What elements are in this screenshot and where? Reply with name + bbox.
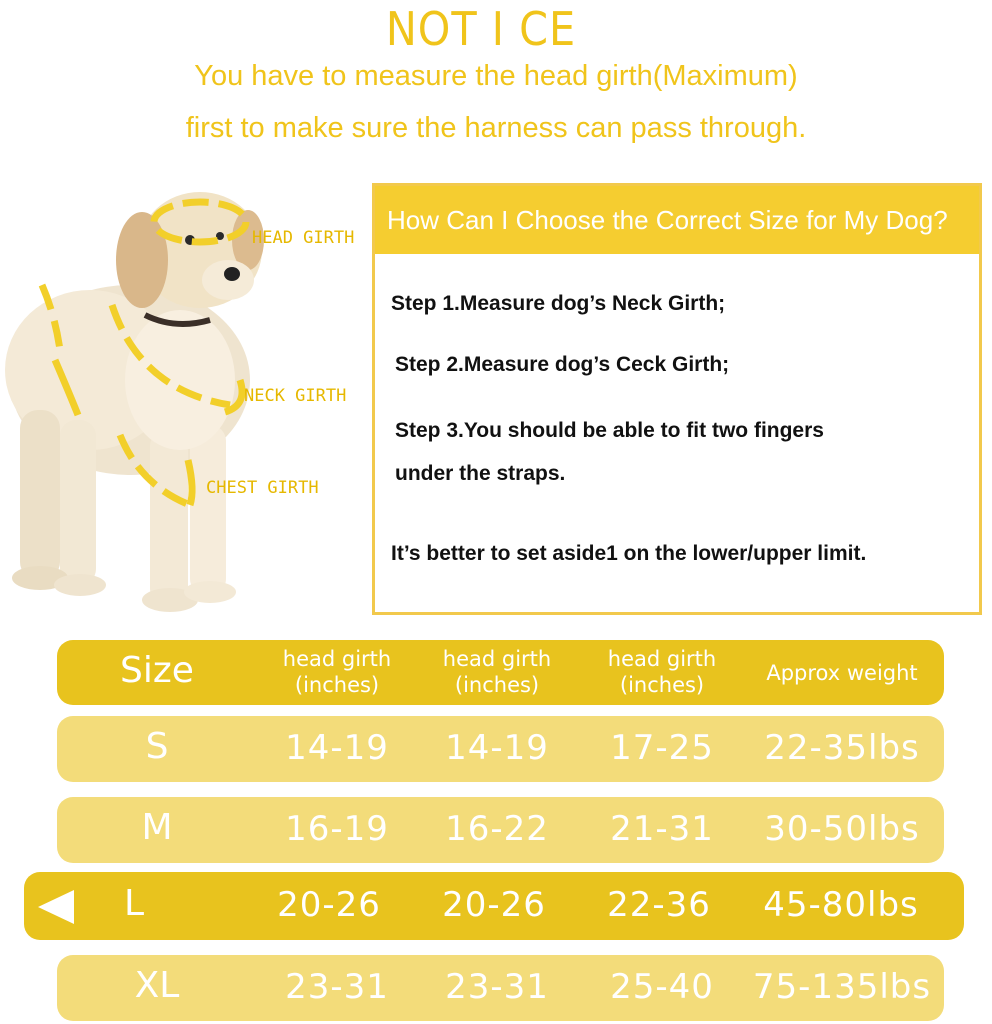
- notice-line-2: first to make sure the harness can pass through.: [185, 112, 807, 144]
- row-s-col-4: 22-35lbs: [764, 728, 920, 768]
- header-col-3-line-2: (inches): [619, 673, 705, 697]
- row-l-col-4: 45-80lbs: [763, 885, 919, 925]
- header-col-1-line-2: (inches): [294, 673, 380, 697]
- header-size: Size: [120, 650, 194, 691]
- chest-girth-label: CHEST GIRTH: [206, 478, 319, 498]
- size-table-header: [57, 640, 944, 705]
- dog-illustration: [0, 180, 370, 620]
- row-m-col-2: 16-22: [445, 809, 549, 849]
- row-xl-col-4: 75-135lbs: [752, 967, 932, 1007]
- step-3-line-1: Step 3.You should be able to fit two fingers: [395, 419, 824, 442]
- size-row-xl: [57, 955, 944, 1021]
- row-m-col-1: 16-19: [285, 809, 389, 849]
- header-col-3: [587, 646, 737, 698]
- notice-title: NOT I CE: [385, 2, 577, 56]
- header-col-3-line-1: head girth: [607, 647, 717, 671]
- size-row-s: [57, 716, 944, 782]
- size-label: XL: [134, 965, 180, 1006]
- row-m-col-3: 21-31: [610, 809, 714, 849]
- row-l-col-2: 20-26: [442, 885, 546, 925]
- size-row-l-selected: [24, 872, 964, 940]
- header-col-2-line-1: head girth: [442, 647, 552, 671]
- neck-girth-label: NECK GIRTH: [244, 386, 347, 406]
- size-label: L: [123, 883, 145, 924]
- row-xl-col-2: 23-31: [445, 967, 549, 1007]
- header-col-4: Approx weight: [766, 661, 918, 685]
- step-1: Step 1.Measure dog’s Neck Girth;: [391, 292, 726, 315]
- row-s-col-3: 17-25: [610, 728, 714, 768]
- row-m-col-4: 30-50lbs: [764, 809, 920, 849]
- sizing-guide-header: How Can I Choose the Correct Size for My Dog?: [375, 186, 979, 254]
- row-s-col-1: 14-19: [285, 728, 389, 768]
- head-girth-label: HEAD GIRTH: [252, 228, 355, 248]
- size-label: S: [145, 726, 169, 767]
- notice-line-1: You have to measure the head girth(Maximum): [194, 60, 798, 92]
- selected-arrow-icon: [38, 890, 74, 924]
- size-label: M: [141, 807, 173, 848]
- header-col-2-line-2: (inches): [454, 673, 540, 697]
- header-col-1-line-1: head girth: [282, 647, 392, 671]
- row-l-col-1: 20-26: [277, 885, 381, 925]
- row-xl-col-3: 25-40: [610, 967, 714, 1007]
- step-3-line-2: under the straps.: [395, 462, 566, 485]
- header-col-1: [262, 646, 412, 698]
- row-l-col-3: 22-36: [607, 885, 711, 925]
- row-xl-col-1: 23-31: [285, 967, 389, 1007]
- sizing-guide-box: [372, 183, 982, 615]
- header-col-2: [422, 646, 572, 698]
- step-2: Step 2.Measure dog’s Ceck Girth;: [395, 353, 730, 376]
- size-row-m: [57, 797, 944, 863]
- sizing-note: It’s better to set aside1 on the lower/upper limit.: [391, 542, 867, 565]
- row-s-col-2: 14-19: [445, 728, 549, 768]
